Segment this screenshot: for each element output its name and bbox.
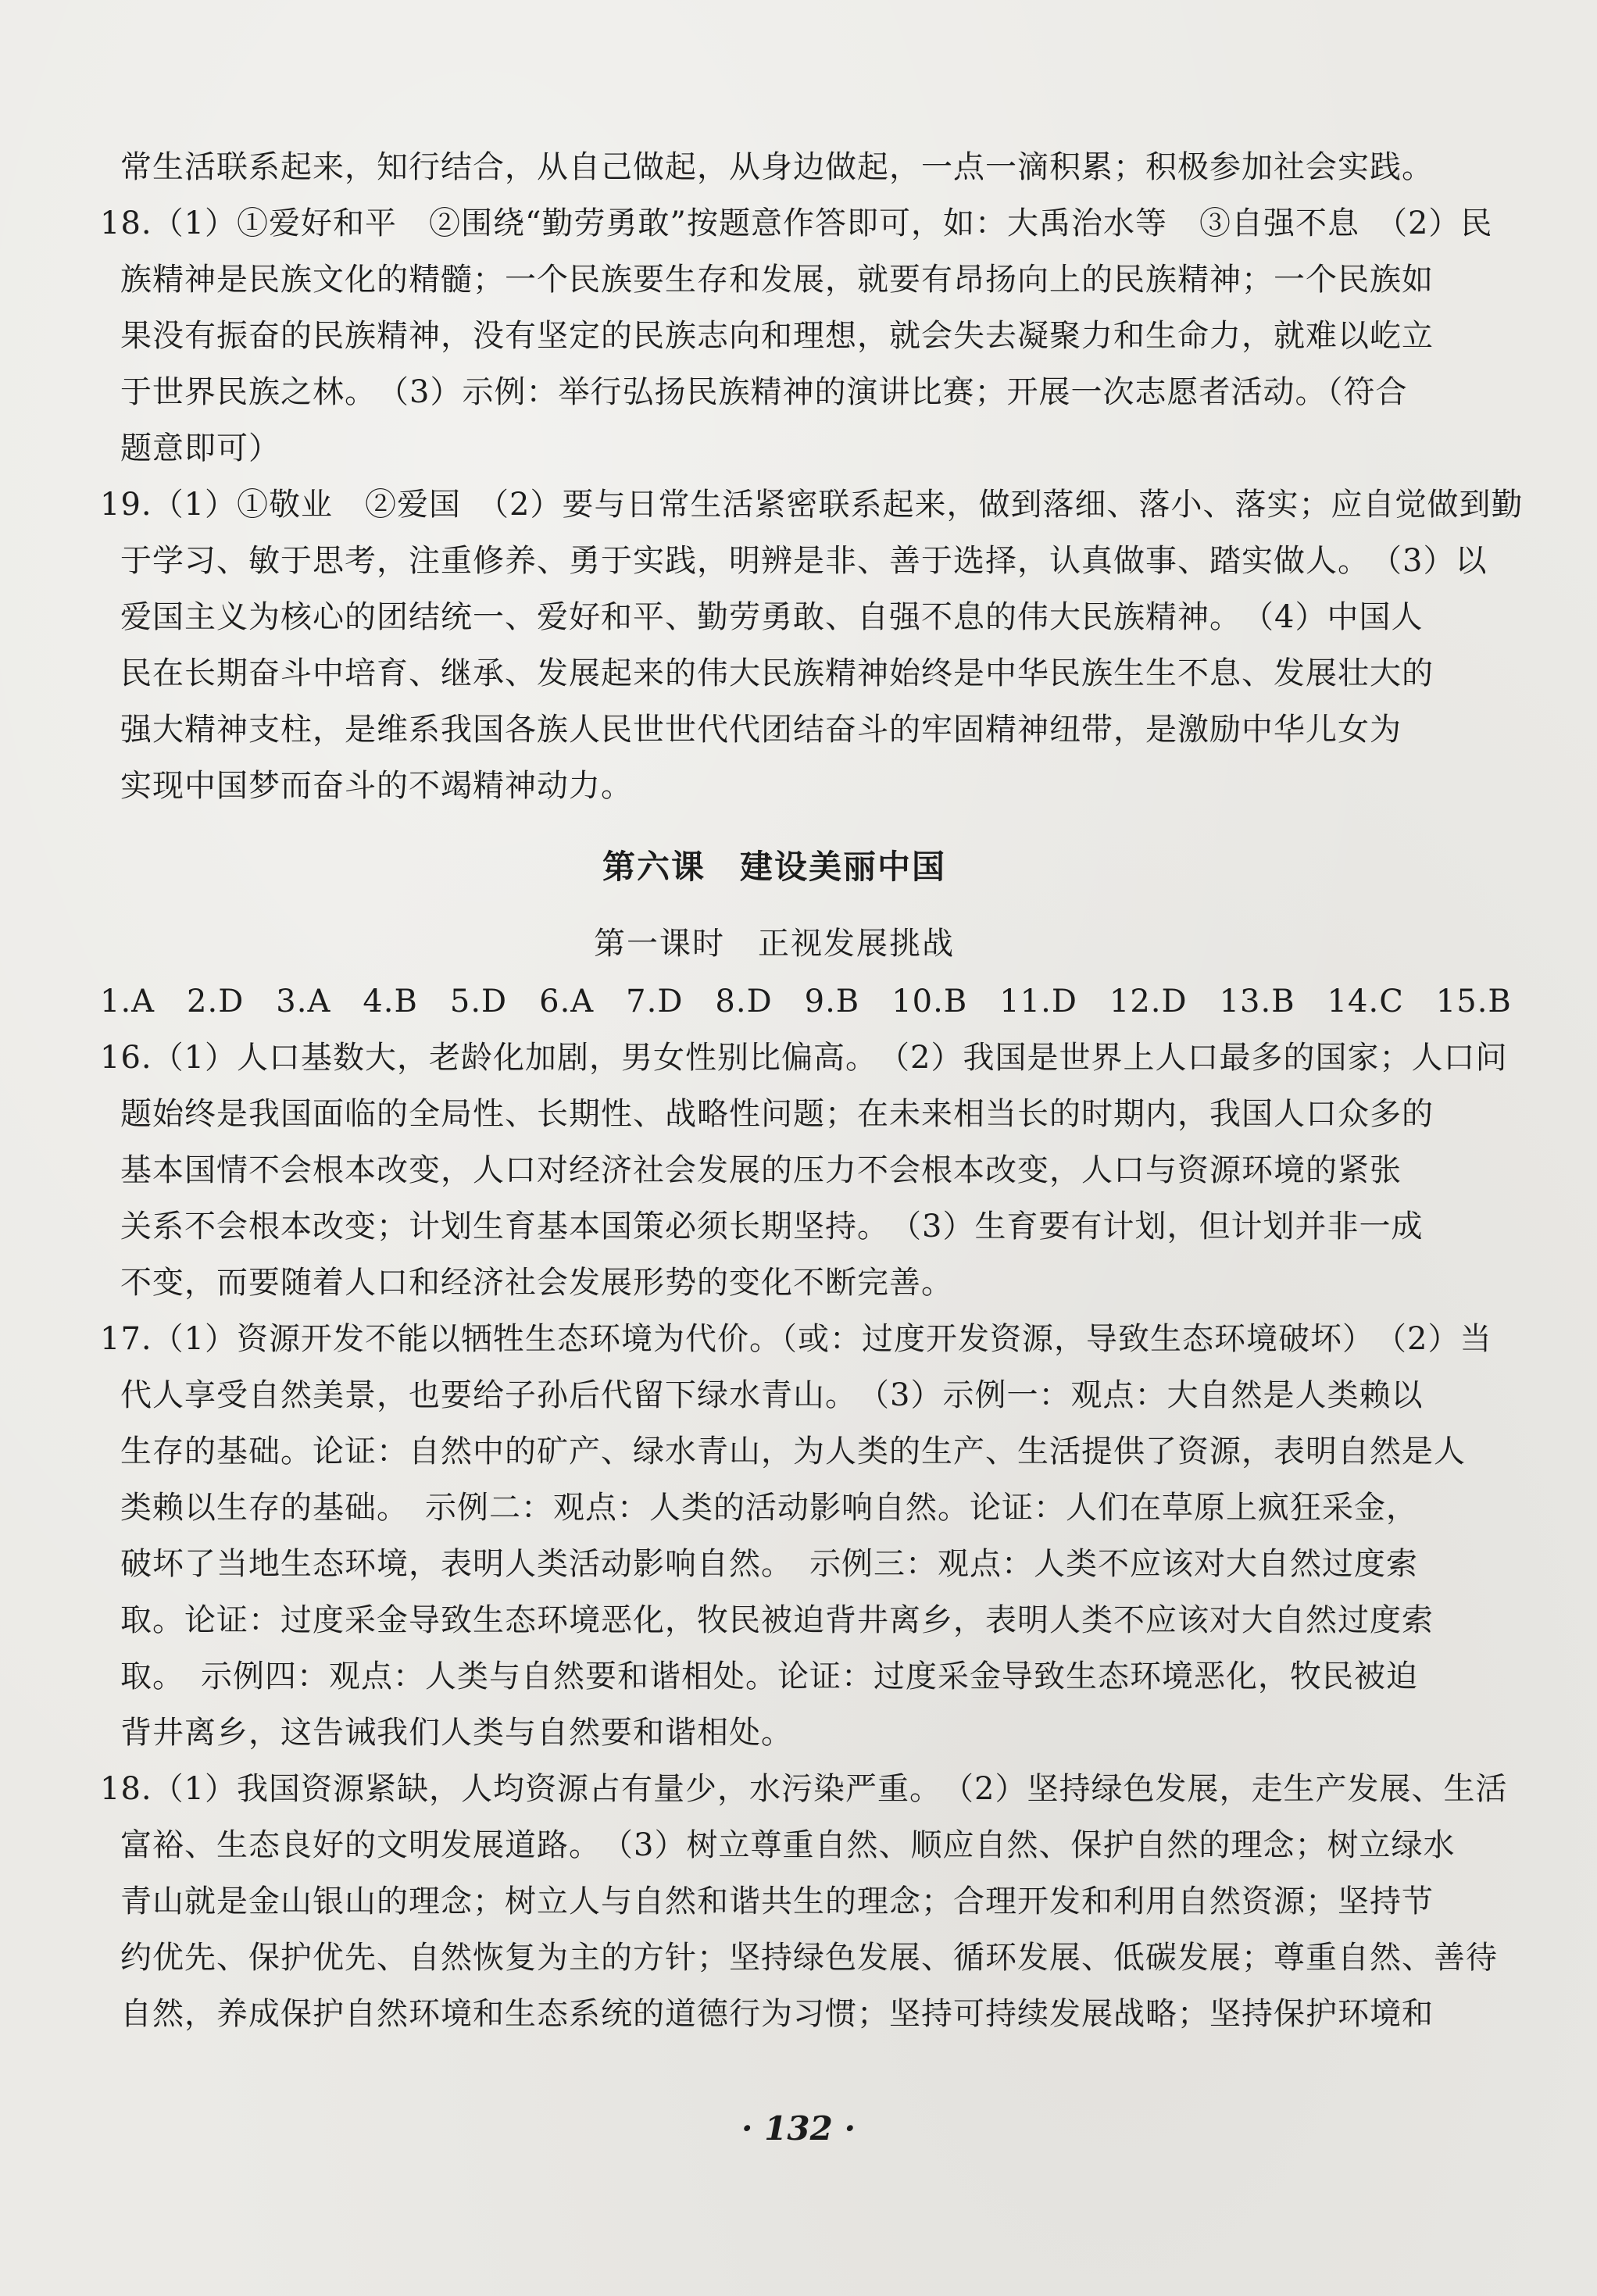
text-line: 实现中国梦而奋斗的不竭精神动力。 (120, 768, 633, 804)
text-line: 17.（1）资源开发不能以牺牲生态环境为代价。（或：过度开发资源，导致生态环境破坏） （2）当 (100, 1321, 1492, 1357)
answer-18-previous-lesson (100, 195, 1493, 477)
text-line: 生存的基础。论证：自然中的矿产、绿水青山，为人类的生产、生活提供了资源，表明自然是人 (120, 1434, 1466, 1469)
text-line: 果没有振奋的民族精神，没有坚定的民族志向和理想，就会失去凝聚力和生命力，就难以屹立 (120, 318, 1434, 354)
text-line: 爱国主义为核心的团结统一、爱好和平、勤劳勇敢、自强不息的伟大民族精神。 （4）中国人 (120, 599, 1424, 635)
text-line: 类赖以生存的基础。 示例二：观点：人类的活动影响自然。论证：人们在草原上疯狂采金， (120, 1490, 1418, 1526)
text-line: 青山就是金山银山的理念；树立人与自然和谐共生的理念；合理开发和利用自然资源；坚持节 (120, 1884, 1434, 1919)
choice-answers: 1.A 2.D 3.A 4.B 5.D 6.A 7.D 8.D 9.B 10.B 11.D 12.D 13.B 14.C 15.B (100, 984, 1512, 1019)
text-line: 取。 示例四：观点：人类与自然要和谐相处。论证：过度采金导致生态环境恶化，牧民被迫 (120, 1659, 1418, 1694)
answer-19 (100, 477, 1524, 814)
text-line: 16.（1）人口基数大，老龄化加剧，男女性别比偏高。 （2）我国是世界上人口最多的国家；人口问 (100, 1040, 1508, 1076)
continuation-paragraph (100, 139, 1434, 195)
text-line: 自然，养成保护自然环境和生态系统的道德行为习惯；坚持可持续发展战略；坚持保护环境和 (120, 1996, 1434, 2032)
answer-18 (100, 1761, 1508, 2042)
lesson-title: 第六课 建设美丽中国 (602, 848, 946, 886)
text-line: 关系不会根本改变；计划生育基本国策必须长期坚持。 （3）生育要有计划，但计划并非一成 (120, 1209, 1424, 1244)
text-line: 背井离乡，这告诫我们人类与自然要和谐相处。 (120, 1715, 793, 1751)
text-line: 18.（1）①爱好和平 ②围绕“勤劳勇敢”按题意作答即可，如：大禹治水等 ③自强不息 （2）民 (100, 205, 1493, 241)
text-line: 基本国情不会根本改变，人口对经济社会发展的压力不会根本改变，人口与资源环境的紧张 (120, 1152, 1402, 1188)
text-line: 民在长期奋斗中培育、继承、发展起来的伟大民族精神始终是中华民族生生不息、发展壮大的 (120, 655, 1434, 691)
answer-17 (100, 1311, 1492, 1761)
text-line: 题始终是我国面临的全局性、长期性、战略性问题；在未来相当长的时期内，我国人口众多的 (120, 1096, 1434, 1132)
text-line: 代人享受自然美景，也要给子孙后代留下绿水青山。 （3）示例一：观点：大自然是人类赖以 (120, 1377, 1424, 1413)
text-line: 于世界民族之林。 （3）示例：举行弘扬民族精神的演讲比赛；开展一次志愿者活动。（符合 (120, 374, 1408, 410)
text-line: 破坏了当地生态环境，表明人类活动影响自然。 示例三：观点：人类不应该对大自然过度索 (120, 1546, 1418, 1582)
text-line: 19.（1）①敬业 ②爱国 （2）要与日常生活紧密联系起来，做到落细、落小、落实；应自觉做到勤 (100, 487, 1524, 523)
text-line: 富裕、生态良好的文明发展道路。 （3）树立尊重自然、顺应自然、保护自然的理念；树立绿水 (120, 1827, 1456, 1863)
answer-16 (100, 1030, 1508, 1311)
text-line: 于学习、敏于思考，注重修养、勇于实践，明辨是非、善于选择，认真做事、踏实做人。 （3）以 (120, 543, 1488, 579)
text-line: 18.（1）我国资源紧缺，人均资源占有量少，水污染严重。 （2）坚持绿色发展，走生产发展、生活 (100, 1771, 1508, 1807)
text-line: 取。论证：过度采金导致生态环境恶化，牧民被迫背井离乡，表明人类不应该对大自然过度索 (120, 1602, 1434, 1638)
text-line: 常生活联系起来，知行结合，从自己做起，从身边做起，一点一滴积累；积极参加社会实践。 (120, 149, 1434, 185)
text-line: 族精神是民族文化的精髓；一个民族要生存和发展，就要有昂扬向上的民族精神；一个民族如 (120, 262, 1434, 298)
text-line: 不变，而要随着人口和经济社会发展形势的变化不断完善。 (120, 1265, 953, 1301)
text-line: 约优先、保护优先、自然恢复为主的方针；坚持绿色发展、循环发展、低碳发展；尊重自然、善待 (120, 1940, 1498, 1976)
text-line: 强大精神支柱，是维系我国各族人民世世代代团结奋斗的牢固精神纽带，是激励中华儿女为 (120, 712, 1402, 748)
section-title: 第一课时 正视发展挑战 (594, 926, 955, 962)
page-number: · 132 · (741, 2109, 856, 2148)
text-line: 题意即可） (120, 430, 280, 466)
